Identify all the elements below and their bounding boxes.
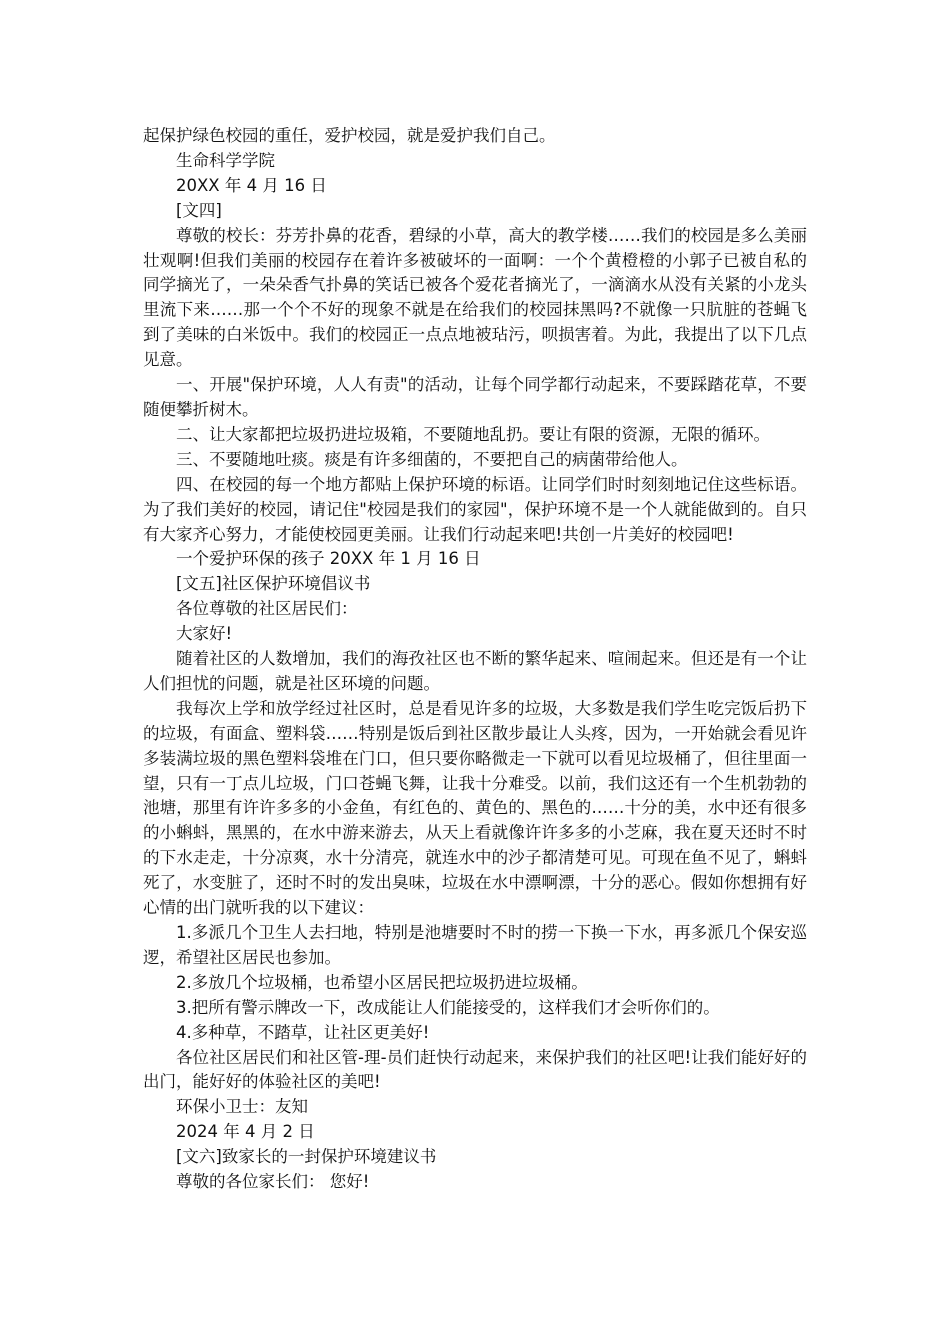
list-item: 一、开展"保护环境，人人有责"的活动，让每个同学都行动起来，不要踩踏花草，不要随便攀折树木。 [143, 375, 807, 419]
paragraph: 尊敬的校长：芬芳扑鼻的花香，碧绿的小草，高大的教学楼……我们的校园是多么美丽壮观啊!但我们美丽的校园存在着许多被破坏的一面啊：一个个黄橙橙的小郭子已被自私的同学摘光了，一朵朵香气扑鼻的笑话已被各个爱花者摘光了，一滴滴水从没有关紧的小龙头里流下来……那一个个不好的现象不就是在给我们的校园抹黑吗?不就像一只肮脏的苍蝇飞到了美味的白米饭中。我们的校园正一点点地被玷污，呗损害着。为此，我提出了以下几点见意。 [143, 225, 807, 370]
list-item: 2.多放几个垃圾桶，也希望小区居民把垃圾扔进垃圾桶。 [176, 972, 588, 992]
salutation: 各位尊敬的社区居民们： [176, 599, 358, 619]
signature-line: 一个爱护环保的孩子 20XX 年 1 月 16 日 [176, 549, 481, 569]
list-item: 4.多种草，不踏草，让社区更美好! [176, 1022, 430, 1042]
paragraph-continuation: 起保护绿色校园的重任，爱护校园，就是爱护我们自己。 [143, 126, 556, 145]
signature-date: 20XX 年 4 月 16 日 [176, 175, 327, 195]
list-item: 二、让大家都把垃圾扔进垃圾箱，不要随地乱扔。要让有限的资源，无限的循环。 [176, 424, 770, 444]
salutation: 尊敬的各位家长们： 您好! [176, 1172, 370, 1192]
document-body [143, 124, 807, 1195]
list-item: 三、不要随地吐痰。痰是有许多细菌的，不要把自己的病菌带给他人。 [176, 449, 688, 469]
signature-school: 生命科学学院 [176, 150, 275, 170]
section-heading-6: [文六]致家长的一封保护环境建议书 [176, 1147, 437, 1167]
section-heading-5: [文五]社区保护环境倡议书 [176, 574, 371, 594]
section-heading-4: [文四] [176, 200, 222, 220]
list-item: 3.把所有警示牌改一下，改成能让人们能接受的，这样我们才会听你们的。 [176, 997, 720, 1017]
list-item: 四、在校园的每一个地方都贴上保护环境的标语。让同学们时时刻刻地记住这些标语。为了我们美好的校园，请记住"校园是我们的家园"，保护环境不是一个人就能做到的。自只有大家齐心努力，才能使校园更美丽。让我们行动起来吧!共创一片美好的校园吧! [143, 474, 807, 544]
paragraph: 我每次上学和放学经过社区时，总是看见许多的垃圾，大多数是我们学生吃完饭后扔下的垃圾，有面盒、塑料袋……特别是饭后到社区散步最让人头疼，因为，一开始就会看见许多装满垃圾的黑色塑料袋堆在门口，但只要你略微走一下就可以看见垃圾桶了，但往里面一望，只有一丁点儿垃圾，门口苍蝇飞舞，让我十分难受。以前，我们这还有一个生机勃勃的池塘，那里有许许多多的小金鱼，有红色的、黄色的、黑色的……十分的美，水中还有很多的小蝌蚪，黑黑的，在水中游来游去，从天上看就像许许多多的小芝麻，我在夏天还时不时的下水走走，十分凉爽，水十分清亮，就连水中的沙子都清楚可见。可现在鱼不见了，蝌蚪死了，水变脏了，还时不时的发出臭味，垃圾在水中漂啊漂，十分的恶心。假如你想拥有好心情的出门就听我的以下建议： [143, 698, 807, 918]
signature-date: 2024 年 4 月 2 日 [176, 1122, 315, 1142]
paragraph: 随着社区的人数增加，我们的海孜社区也不断的繁华起来、喧闹起来。但还是有一个让人们担忧的问题，就是社区环境的问题。 [143, 649, 807, 693]
paragraph: 各位社区居民们和社区管-理-员们赶快行动起来，来保护我们的社区吧!让我们能好好的出门，能好好的体验社区的美吧! [143, 1047, 807, 1092]
signature-author: 环保小卫士：友知 [176, 1097, 308, 1117]
greeting: 大家好! [176, 624, 233, 644]
list-item: 1.多派几个卫生人去扫地，特别是池塘要时不时的捞一下换一下水，再多派几个保安巡逻，希望社区居民也参加。 [143, 923, 807, 967]
